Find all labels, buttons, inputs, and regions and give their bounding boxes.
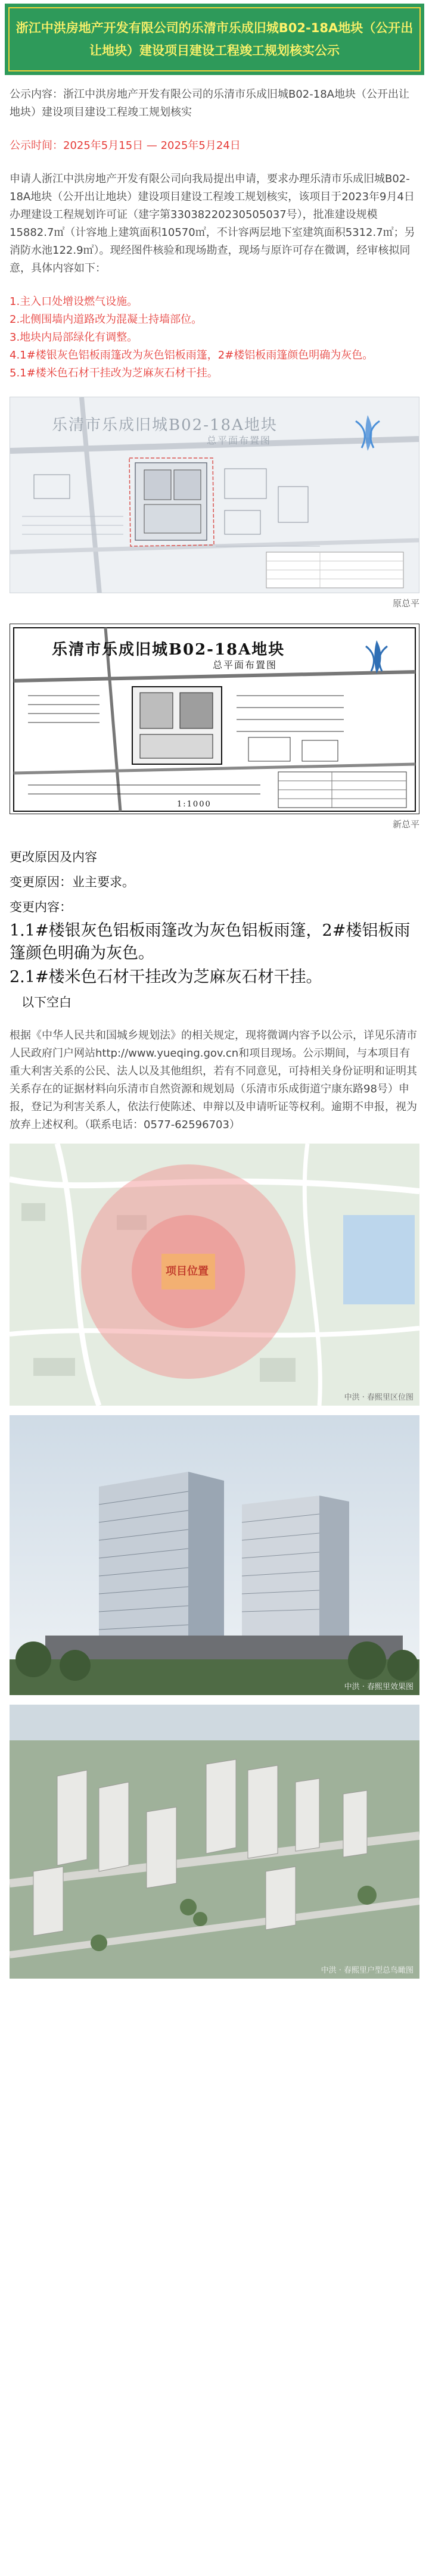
location-map-graphic: [10, 1144, 419, 1406]
location-marker-label: 项目位置: [166, 1265, 209, 1278]
title-banner: [5, 4, 424, 75]
new-plan-caption: 新总平: [392, 819, 419, 830]
notice-content: 公示内容：浙江中洪房地产开发有限公司的乐清市乐成旧城B02-18A地块（公开出让地块）建设项目建设工程竣工规划核实: [10, 88, 409, 119]
rendering-caption: 中洪 · 春熙里效果图: [344, 1683, 414, 1692]
change-item: 1.主入口处增设燃气设施。: [10, 295, 138, 308]
change-item: 4.1#楼银灰色铝板雨篷改为灰色铝板雨篷，2#楼铝板雨篷颜色明确为灰色。: [10, 349, 374, 362]
building-rendering: [10, 1415, 419, 1695]
change-item: 5.1#楼米色石材干挂改为芝麻灰石材干挂。: [10, 367, 218, 379]
rendering-graphic: [10, 1415, 419, 1695]
location-map-caption: 中洪 · 春熙里区位图: [344, 1393, 414, 1402]
note-item-1: 1.1#楼银灰色铝板雨篷改为灰色铝板雨篷，2#楼铝板雨篷颜色明确为灰色。: [10, 921, 411, 963]
intro-section: [0, 86, 429, 382]
change-list: [10, 293, 419, 382]
original-plan-subtitle: 总平面布置图: [207, 435, 272, 446]
new-plan-subtitle: 总平面布置图: [213, 659, 278, 671]
new-plan-scale: 1:1000: [177, 800, 212, 809]
notice-description: 申请人浙江中洪房地产开发有限公司向我局提出申请，要求办理乐清市乐成旧城B02-18A地块（公开出让地块）建设项目建设工程竣工规划核实，该项目于2023年9月4日办理建设工程规划许可证（建字第330382202305050​37号），批准建设规模15882.7㎡（计容地上建筑面积10570㎡，不计容两层地下室建筑面积5312.7㎡；另消防水池122.9㎡）。现经图件核验和现场勘查，现场与原许可存在微调，经审核拟同意，具体内容如下：: [10, 173, 415, 275]
notice-period: 公示时间：2025年5月15日 — 2025年5月24日: [10, 139, 241, 152]
aerial-caption: 中洪 · 春熙里户型总鸟瞰图: [321, 1966, 414, 1975]
original-plan-header: 乐清市乐成旧城B02-18A地块: [52, 416, 278, 434]
aerial-rendering: [10, 1705, 419, 1979]
note-end: 以下空白: [21, 995, 72, 1010]
page-title: 浙江中洪房地产开发有限公司的乐清市乐成旧城B02-18A地块（公开出让地块）建设项目建设工程竣工规划核实公示: [15, 21, 414, 58]
change-note: [10, 845, 419, 1015]
location-map: [10, 1144, 419, 1406]
new-plan-header: 乐清市乐成旧城B02-18A地块: [52, 641, 285, 659]
new-site-plan: [10, 624, 419, 814]
original-site-plan: [10, 397, 419, 593]
change-item: 2.北侧围墙内道路改为混凝土持墙部位。: [10, 313, 203, 326]
title-frame: [8, 7, 421, 71]
legal-section: [0, 1027, 429, 1134]
change-item: 3.地块内局部绿化有调整。: [10, 331, 138, 344]
original-plan-caption: 原总平: [392, 598, 419, 609]
aerial-graphic: [10, 1705, 419, 1979]
legal-text: 根据《中华人民共和国城乡规划法》的相关规定，现将微调内容予以公示，详见乐清市人民政府门户网站http://www.yueqing.gov.cn和项目现场。公示期间，与本项目有重大利害关系的公民、法人以及其他组织，若有不同意见，可持相关身份证明和证明其关系存在的证据材料向乐清市自然资源和规划局（乐清市乐成街道宁康东路98号）申报，登记为利害关系人，依法行使陈述、申辩以及申请听证等权利。逾期不申报，视为放弃上述权利。（联系电话：0577-62596703）: [10, 1029, 417, 1131]
note-item-2: 2.1#楼米色石材干挂改为芝麻灰石材干挂。: [10, 968, 322, 986]
note-reason: 变更原因：业主要求。: [10, 875, 135, 889]
note-content-label: 变更内容：: [10, 900, 72, 914]
note-heading: 更改原因及内容: [10, 850, 97, 864]
